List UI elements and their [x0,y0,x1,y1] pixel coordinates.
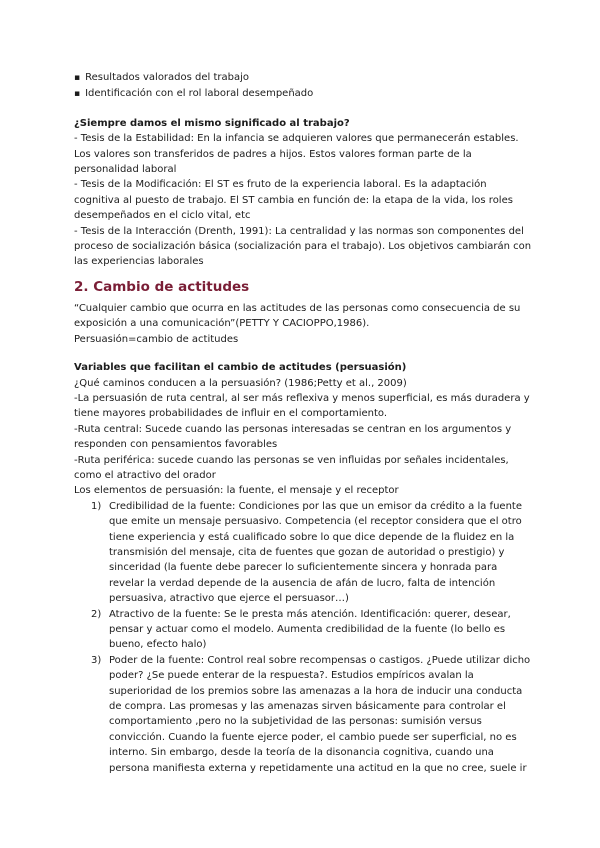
bullet-item: ▪ Identificación con el rol laboral desempeñado [74,86,534,102]
numbered-list [74,499,534,776]
paragraph: -La persuasión de ruta central, al ser más reflexiva y menos superficial, es más duradera y tiene mayores probabilidades de influir en el comportamiento. [74,392,530,420]
quote: “Cualquier cambio que ocurra en las actitudes de las personas como consecuencia de su exposición a una comunicación”(PETTY Y CACIOPPO,1986). [74,302,521,330]
list-item [74,499,534,607]
item-number: 3) [91,654,102,666]
document-page [74,70,534,776]
thesis-modification: - Tesis de la Modificación: El ST es fruto de la experiencia laboral. Es la adaptación cognitiva al puesto de trabajo. El ST cambia en función de: la etapa de la vida, los roles desempeñados en el ciclo vital, etc [74,179,513,222]
section-title: 2. Cambio de actitudes [74,278,250,295]
bullet-item: ▪ Resultados valorados del trabajo [74,70,534,86]
item-text: Poder de la fuente: Control real sobre recompensas o castigos. ¿Puede utilizar dicho poder? ¿Se puede enterar de la respuesta?. Estudios empíricos avalan la superioridad de los premios sobre las amenazas a la hora de inducir una conducta de compra. Las promesas y las amenazas sirven básicamente para controlar el comportamiento ,pero no la subjetividad de las personas: sumisión versus convicción. Cuando la fuente ejerce poder, el cambio puede ser superficial, no es interno. Sin embargo, desde la teoría de la disonancia cognitiva, cuando una persona manifiesta externa y repetidamente una actitud en la que no cree, suele ir [109,654,531,774]
item-number: 2) [91,608,102,620]
paragraph: -Ruta periférica: sucede cuando las personas se ven influidas por señales incidentales, como el atractivo del orador [74,454,509,481]
question-heading: ¿Siempre damos el mismo significado al trabajo? [74,117,350,129]
paragraph: Los elementos de persuasión: la fuente, el mensaje y el receptor [74,485,399,497]
list-item [74,607,534,653]
thesis-stability: - Tesis de la Estabilidad: En la infancia se adquieren valores que permanecerán estables. Los valores son transferidos de padres a hijos. Estos valores forman parte de la personalidad laboral [74,133,519,176]
paragraph: -Ruta central: Sucede cuando las personas interesadas se centran en los argumentos y responden con pensamientos favorables [74,423,512,451]
definition: Persuasión=cambio de actitudes [74,333,239,345]
item-text: Atractivo de la fuente: Se le presta más atención. Identificación: querer, desear, pensar y actuar como el modelo. Aumenta credibilidad de la fuente (lo bello es bueno, efecto halo) [109,608,511,651]
item-text: Credibilidad de la fuente: Condiciones por las que un emisor da crédito a la fuente que emite un mensaje persuasivo. Competencia (el receptor considera que el otro tiene experiencia y está cualificado sobre lo que dice depende de la fluidez en la transmisión del mensaje, cita de fuentes que gozan de autoridad o prestigio) y sinceridad (la fuente debe parecer lo suficientemente sincera y honrada para revelar la verdad depende de la ausencia de afán de lucro, falta de intención persuasiva, atractivo que ejerce el persuasor…) [109,500,522,605]
bullet-list [74,70,534,103]
item-number: 1) [91,500,102,512]
paragraph: ¿Qué caminos conducen a la persuasión? (1986;Petty et al., 2009) [74,377,407,389]
thesis-interaction: - Tesis de la Interacción (Drenth, 1991): La centralidad y las normas son componentes del proceso de socialización básica (socialización para el trabajo). Los objetivos cambiarán con las experiencias laborales [74,225,532,268]
subheading: Variables que facilitan el cambio de actitudes (persuasión) [74,362,407,374]
list-item [74,653,534,776]
